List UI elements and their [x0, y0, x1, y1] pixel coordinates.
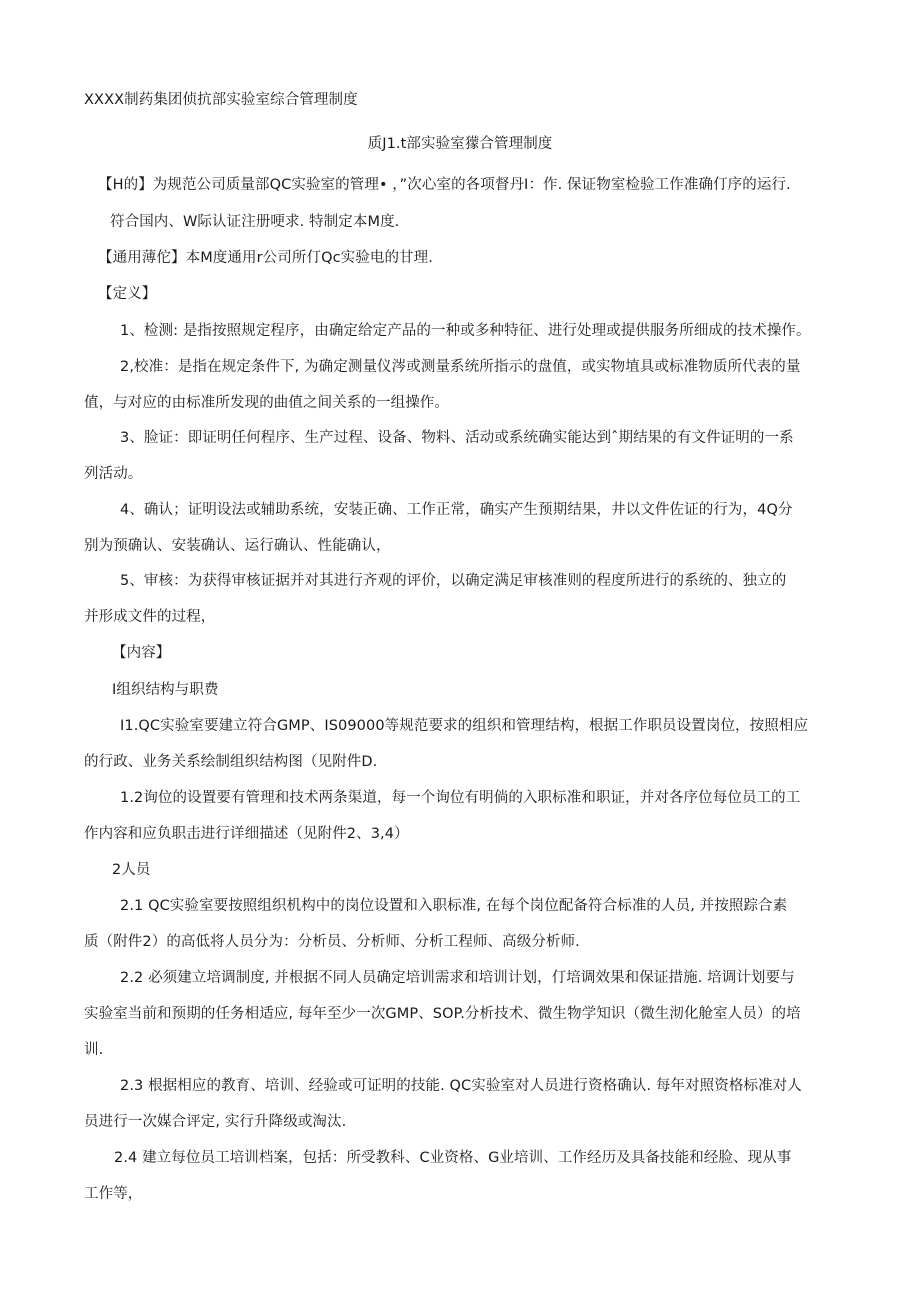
section-1-2-line-2: 作内容和应负职击进行详细描述（见附件2、3,4）	[84, 826, 409, 842]
definition-item-3-line-2: 列活动。	[84, 466, 143, 482]
section-2-3-line-2: 员进行一次媒合评定, 实行升降级或淘汰.	[84, 1114, 347, 1130]
definition-item-3-line-1: 3、脸证：即证明任何程序、生产过程、设备、物料、活动或系统确实能达到ˆ期结果的有文件证明的一系	[120, 430, 794, 446]
definitions-heading: 【定义】	[98, 286, 157, 302]
definition-item-2-line-1: 2,校准：是指在规定条件下, 为确定测量仪涔或测量系统所指示的盘值，或实物埴具或标准物质所代表的量	[120, 359, 801, 375]
section-1-1-line-1: I1.QC实验室要建立符合GMP、IS09000等规范要求的组织和管理结构，根据工作职员设置岗位，按照相应	[120, 718, 809, 734]
section-1-2-line-1: 1.2询位的设置要有管理和技术两条渠道，每一个询位有明倘的入职标准和职证，并对各序位每位员工的工	[120, 790, 801, 806]
section-1-1-line-2: 的行政、业务关系绘制组织结构图（见附件D.	[84, 754, 378, 770]
section-2-1-line-1: 2.1 QC实验室要按照组织机构中的岗位设置和入职标准, 在每个岗位配备符合标准的人员, 并按照踪合素	[120, 898, 788, 914]
purpose-line-1: 【H的】为规范公司质量部QC实验室的管理• ，”次心室的各项督丹I：作. 保证物室检验工作准确仃序的运行.	[98, 177, 791, 193]
definition-item-2-line-2: 值，与对应的由标准所发现的曲值之间关系的一组操作。	[84, 395, 449, 411]
section-2-1-line-2: 质（附件2）的高低将人员分为：分析员、分析师、分析工程师、高级分析师.	[84, 934, 580, 950]
section-2-2-line-3: 训.	[84, 1042, 104, 1058]
definition-item-1: 1、检测: 是指按照规定程序，由确定给定产品的一种或多种特征、进行处理或提供服务所细成的技术操作。	[120, 323, 811, 339]
doc-subtitle: 质J1.t部实验室獴合管理制度	[367, 136, 553, 152]
definition-item-5-line-2: 并形成文件的过程，	[84, 609, 216, 625]
definition-item-4-line-2: 别为预确认、安装确认、运行确认、性能确认，	[84, 538, 391, 554]
section-2-3-line-1: 2.3 根据相应的教育、培训、经验或可证明的技能. QC实验室对人员进行资格确认. 每年对照资格标准对人	[120, 1078, 802, 1094]
section-2-4-line-2: 工作等，	[84, 1186, 143, 1202]
scope-line: 【通用薄佗】本M度通用r公司所仃Qc实验电的甘理.	[98, 250, 433, 266]
section-1-title: I组织结构与职费	[112, 682, 219, 698]
section-2-4-line-1: 2.4 建立每位员工培训档案，包括：所受教科、C业资格、G业培训、工作经历及具备技能和经脸、现从事	[114, 1150, 792, 1166]
content-heading: 【内容】	[112, 645, 171, 661]
definition-item-5-line-1: 5、审核：为获得审核证据并对其进行齐观的评价，以确定满足审核准则的程度所进行的系统的、独立的	[120, 573, 787, 589]
section-2-title: 2人员	[112, 862, 151, 878]
purpose-line-2: 符合国内、W际认证注册哽求. 特制定本M度.	[110, 214, 400, 230]
section-2-2-line-2: 实验室当前和预期的任务相适应, 每年至少一次GMP、SOP.分析技术、微生物学知识（微生沏化舱室人员）的培	[84, 1006, 801, 1022]
doc-title: XXXX制药集团侦抗部实验室综合管理制度	[84, 92, 358, 108]
section-2-2-line-1: 2.2 必须建立培调制度, 并根据不同人员确定培训需求和培训计划，仃培调效果和保证措施. 培调计划要与	[120, 970, 795, 986]
definition-item-4-line-1: 4、确认；证明设法或辅助系统，安装正确、工作正常，确实产生预期结果，井以文件佐证的行为，4Q分	[120, 502, 793, 518]
